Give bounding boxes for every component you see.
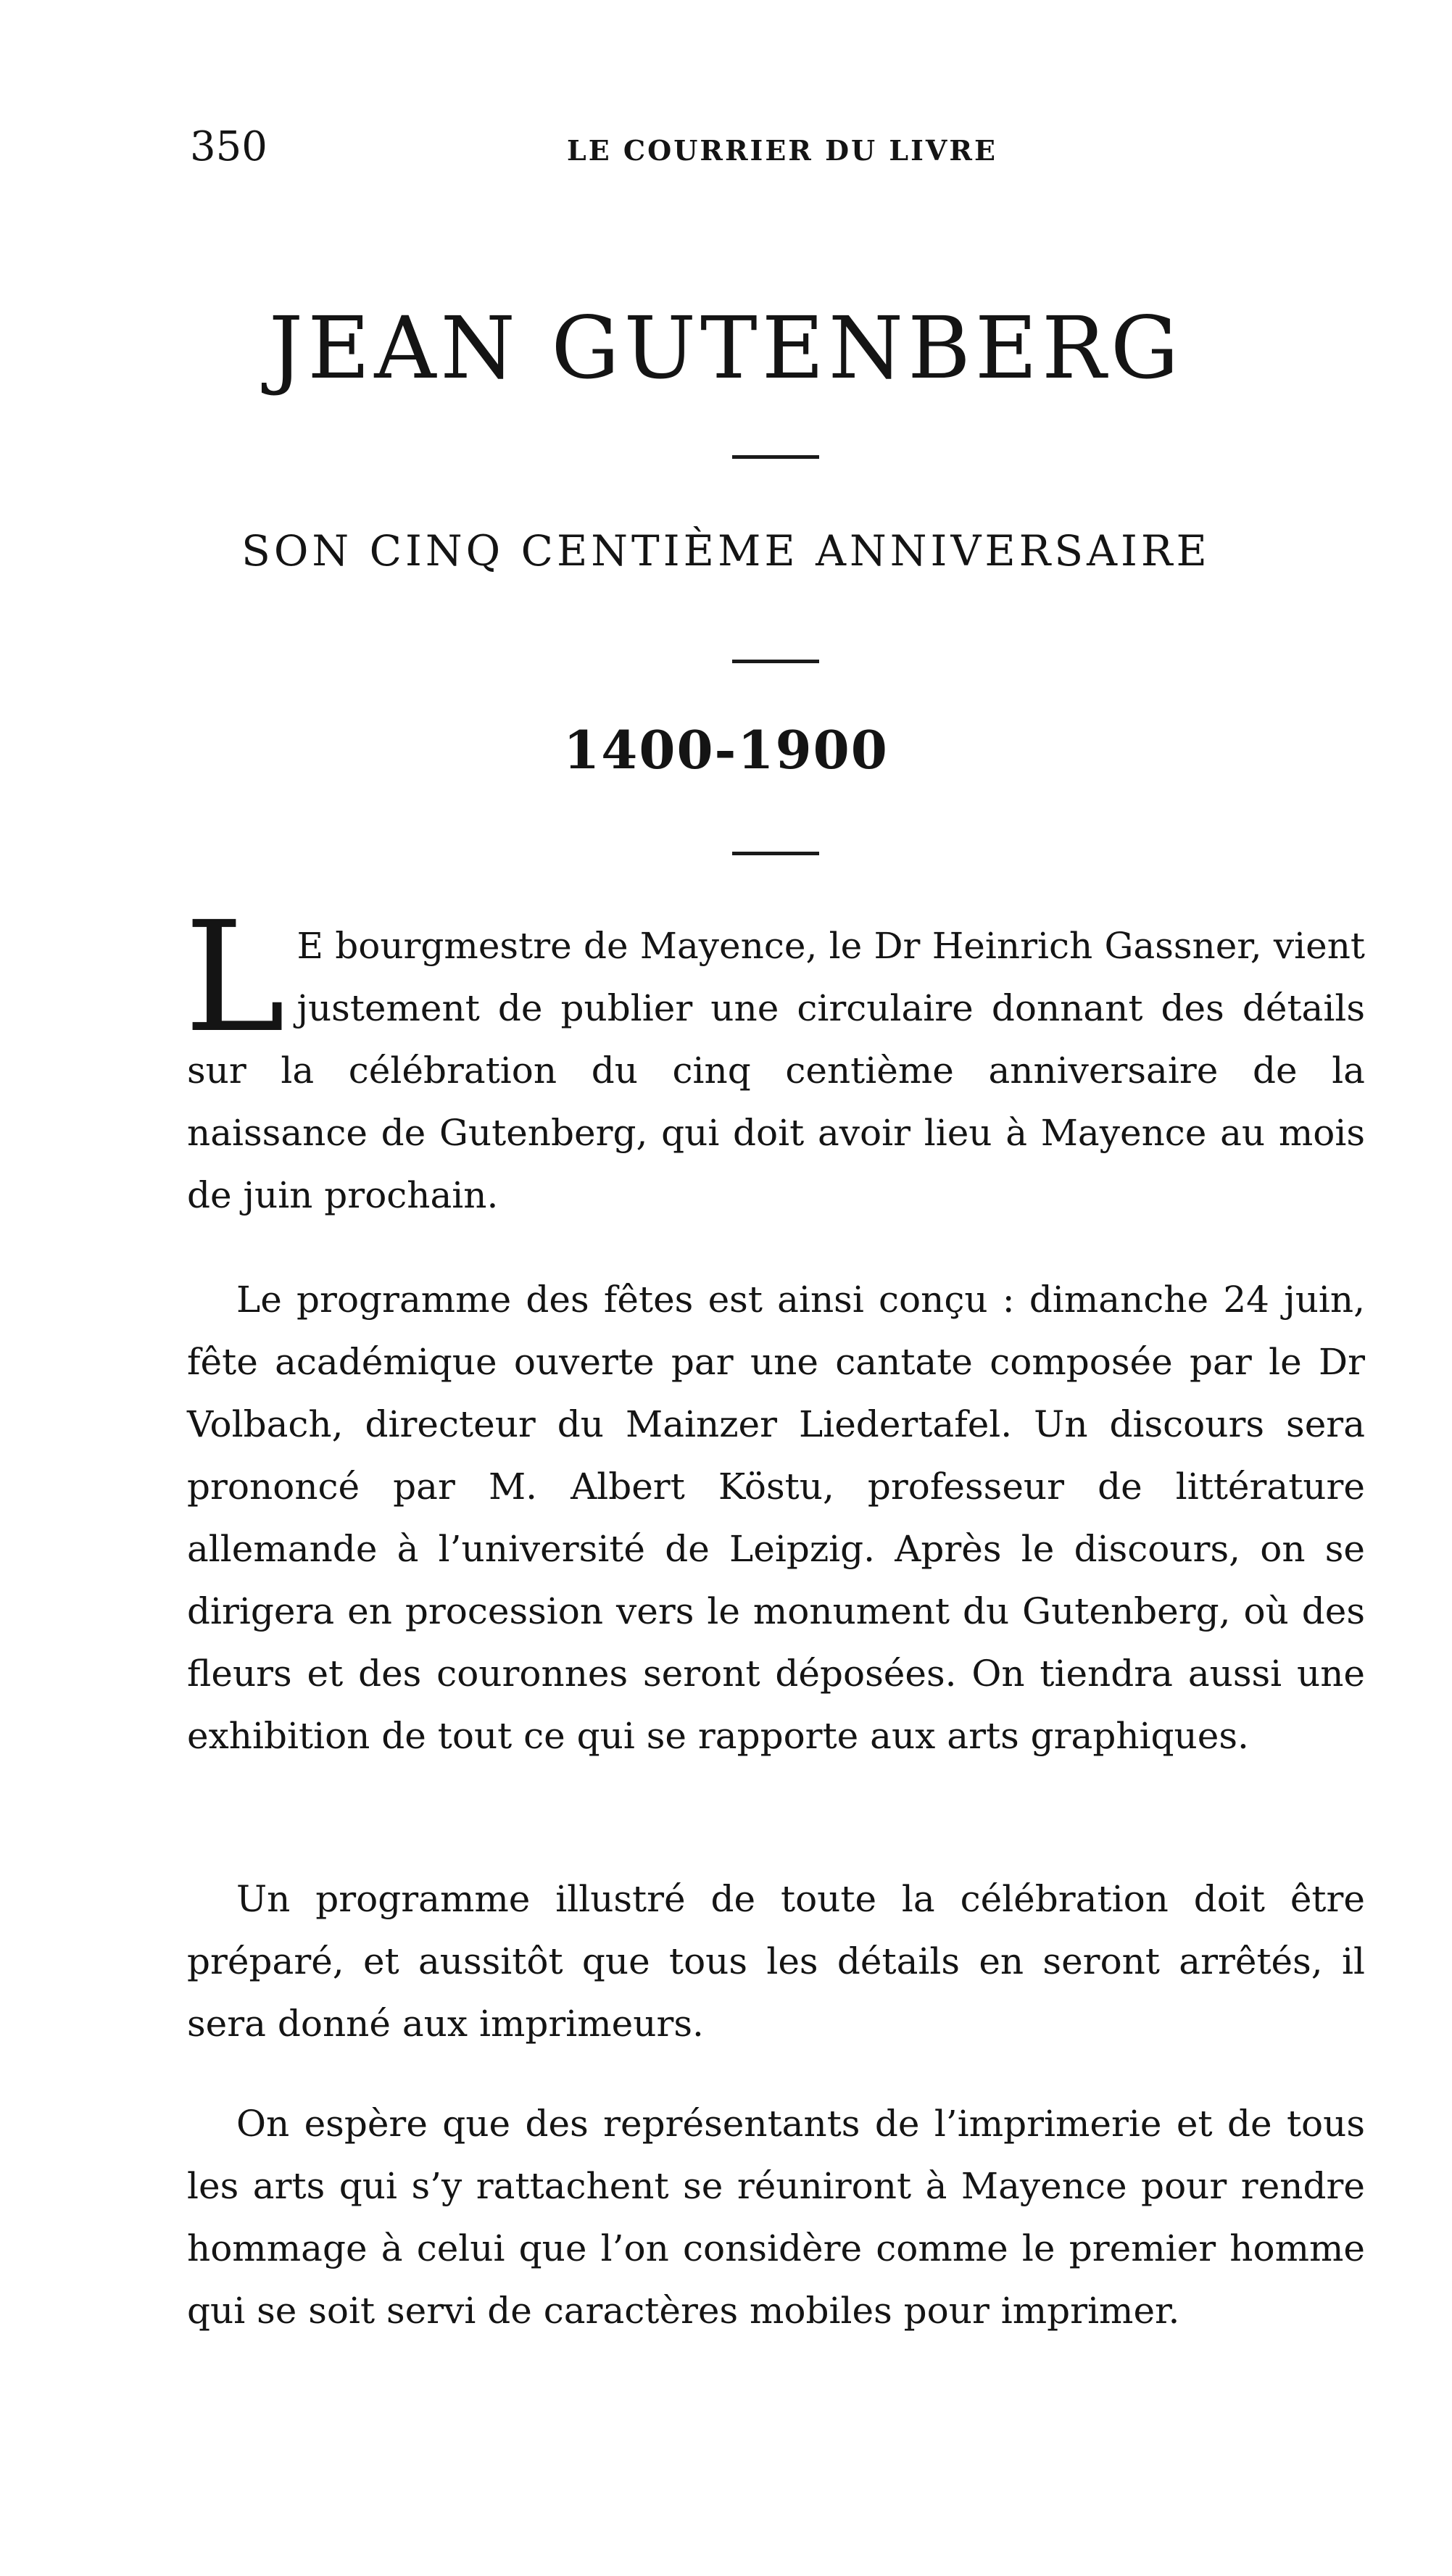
paragraph-2 bbox=[187, 1268, 1365, 1767]
page-number: 350 bbox=[190, 123, 267, 170]
journal-title: LE COURRIER DU LIVRE bbox=[567, 134, 997, 167]
title-rule bbox=[732, 455, 819, 459]
paragraph-1 bbox=[184, 889, 1365, 1226]
article-dates: 1400-1900 bbox=[563, 719, 889, 781]
paragraph-1-text: E bourgmestre de Mayence, le Dr Heinrich Gassner, vient justement de publier une circulaire donnant des détails sur la célébration du cinq centième anniversaire de la naissance de Gutenberg, qui doit avoir lieu à Mayence au mois de juin prochain. bbox=[187, 925, 1365, 1216]
article-title: JEAN GUTENBERG bbox=[268, 298, 1184, 398]
drop-cap: L bbox=[184, 889, 286, 1066]
running-head bbox=[190, 122, 1364, 173]
paragraph-4-text: On espère que des représentants de l’imprimerie et de tous les arts qui s’y rattachent se réuniront à Mayence pour rendre hommage à celui que l’on considère comme le premier homme qui se soit servi de caractères mobiles pour imprimer. bbox=[187, 2103, 1365, 2332]
subtitle-rule bbox=[732, 660, 819, 663]
paragraph-2-text: Le programme des fêtes est ainsi conçu : dimanche 24 juin, fête académique ouverte par une cantate composée par le Dr Volbach, directeur du Mainzer Liedertafel. Un discours sera prononcé par M. Albert Köstu, professeur de littérature allemande à l’université de Leipzig. Après le discours, on se dirigera en procession vers le monument du Gutenberg, où des fleurs et des couronnes seront déposées. On tiendra aussi une exhibition de tout ce qui se rapporte aux arts graphiques. bbox=[187, 1279, 1365, 1757]
paragraph-3 bbox=[187, 1868, 1365, 2055]
paragraph-4 bbox=[187, 2093, 1365, 2342]
article-subtitle: SON CINQ CENTIÈME ANNIVERSAIRE bbox=[241, 526, 1211, 576]
paragraph-3-text: Un programme illustré de toute la célébration doit être préparé, et aussitôt que tous les détails en seront arrêtés, il sera donné aux imprimeurs. bbox=[187, 1878, 1365, 2045]
dates-rule bbox=[732, 852, 819, 855]
